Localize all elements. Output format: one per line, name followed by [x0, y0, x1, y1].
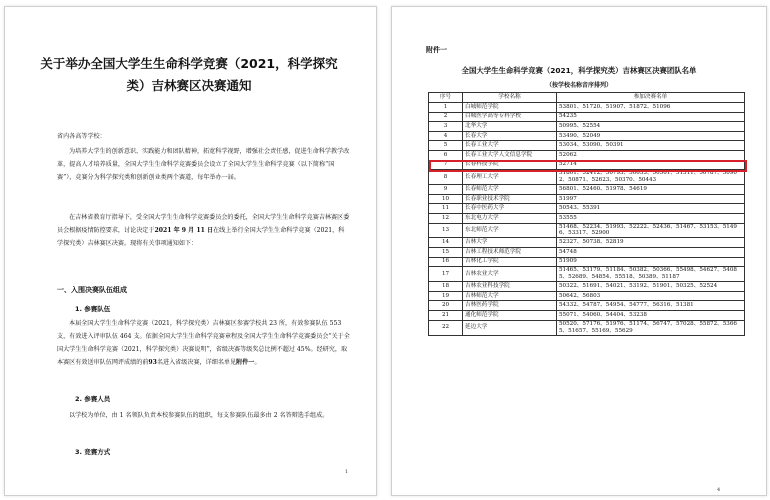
row-index: 9 — [429, 185, 463, 195]
row-index: 3 — [429, 122, 463, 132]
row-school: 长春师范大学 — [463, 185, 557, 195]
row-team-ids: 50995、52554 — [557, 122, 745, 132]
row-school: 东北电力大学 — [463, 213, 557, 223]
row-team-ids: 50520、57176、51976、51174、56747、57028、55872、53665、51657、55169、55629 — [557, 320, 745, 335]
paragraph-decision-a: 在吉林省教育厅指导下，受全国大学生生命科学竞赛委员会的委托，全国大学生生命科学竞赛吉林赛区委员会根据疫情防控要求，讨论决定于 — [57, 214, 350, 234]
row-index: 1 — [429, 103, 463, 113]
row-index: 16 — [429, 257, 463, 267]
row-index: 22 — [429, 320, 463, 335]
row-index: 19 — [429, 291, 463, 301]
table-row — [429, 301, 745, 311]
paragraph-decision-b: 在线上举行全国大学生生命科学竞赛（2021，科学探究类）吉林赛区决赛。现将有关事项通知如下： — [57, 227, 345, 247]
table-row — [429, 213, 745, 223]
document-page-left — [4, 6, 377, 496]
table-row — [429, 131, 745, 141]
notice-title: 关于举办全国大学生生命科学竞赛（2021，科学探究类）吉林赛区决赛通知 — [40, 56, 338, 93]
table-row — [429, 103, 745, 113]
section-heading-1: 一、入围决赛队伍组成 — [57, 286, 127, 294]
table-row — [429, 311, 745, 321]
table-row — [429, 282, 745, 292]
table-row — [429, 170, 745, 185]
row-team-ids: 51997 — [557, 194, 745, 204]
subheading-teams: 1. 参赛队伍 — [75, 305, 111, 313]
row-index: 14 — [429, 238, 463, 248]
row-team-ids: 54332、54787、54954、54777、56316、51381 — [557, 301, 745, 311]
row-school: 吉林农业大学 — [463, 267, 557, 282]
row-team-ids: 53555 — [557, 213, 745, 223]
header-teams: 参加决赛名单 — [557, 93, 745, 103]
header-index: 序号 — [429, 93, 463, 103]
table-row — [429, 122, 745, 132]
table-row — [429, 141, 745, 151]
table-row — [429, 257, 745, 267]
row-team-ids: 51801、52412、50793、50053、50501、51511、50787、50902、50871、52623、50370、50443 — [557, 170, 745, 185]
row-index: 7 — [429, 160, 463, 170]
row-school: 白城师范学院 — [463, 103, 557, 113]
row-school: 吉林化工学院 — [463, 257, 557, 267]
table-body — [429, 103, 745, 336]
row-index: 6 — [429, 150, 463, 160]
table-row — [429, 160, 745, 170]
row-school: 吉林医药学院 — [463, 301, 557, 311]
row-school: 长春科技学院 — [463, 160, 557, 170]
header-school: 学校名称 — [463, 93, 557, 103]
row-team-ids: 50322、51691、54021、53192、51901、50325、52524 — [557, 282, 745, 292]
row-index: 13 — [429, 223, 463, 238]
row-team-ids: 54748 — [557, 248, 745, 258]
paragraph-decision — [57, 211, 350, 250]
row-school: 吉林农业科技学院 — [463, 282, 557, 292]
row-team-ids: 52062 — [557, 150, 745, 160]
final-date: 2021 年 9 月 11 日 — [154, 227, 214, 234]
row-index: 15 — [429, 248, 463, 258]
list-subtitle: （按学校名称音序排列） — [545, 82, 612, 89]
page-number-right: 4 — [717, 487, 721, 493]
row-index: 12 — [429, 213, 463, 223]
row-school: 长春中医药大学 — [463, 204, 557, 214]
table-row — [429, 320, 745, 335]
table-row — [429, 194, 745, 204]
row-school: 北华大学 — [463, 122, 557, 132]
row-school: 长春工业大学 — [463, 141, 557, 151]
row-team-ids: 53490、52049 — [557, 131, 745, 141]
subheading-format: 3. 竞赛方式 — [75, 448, 111, 456]
row-index: 17 — [429, 267, 463, 282]
row-school: 吉林师范大学 — [463, 291, 557, 301]
row-index: 5 — [429, 141, 463, 151]
row-team-ids: 51465、53179、51184、50382、50366、55498、54627、54085、52689、54854、55518、50389、51187 — [557, 267, 745, 282]
paragraph-teams-a: 本届全国大学生生命科学竞赛（2021，科学探究类）吉林赛区参赛学校共 23 所，有效参赛队伍 553 支，有效进入评审队伍 464 支。依据全国大学生生命科学竞赛章程及全国大学生生命科学竞赛委员会“关于全国大学生生命科学竞赛（2021，科学探究类）决赛说明”，省级决赛等级奖总比例不超过 45%。经研究，取本赛区有效送审队伍网评成绩的前 — [57, 320, 350, 366]
row-team-ids: 50642、56803 — [557, 291, 745, 301]
paragraph-teams — [57, 317, 350, 369]
row-index: 20 — [429, 301, 463, 311]
greeting: 省内各高等学校： — [57, 133, 106, 140]
row-index: 4 — [429, 131, 463, 141]
row-team-ids: 54235 — [557, 112, 745, 122]
row-school: 长春大学 — [463, 131, 557, 141]
row-team-ids: 50543、55391 — [557, 204, 745, 214]
page-number: 1 — [345, 469, 349, 475]
table-row — [429, 238, 745, 248]
row-school: 长春职业技术学院 — [463, 194, 557, 204]
row-school: 延边大学 — [463, 320, 557, 335]
finalist-table — [428, 92, 745, 336]
paragraph-intro: 为培养大学生的创新意识、实践能力和团队精神，拓宽科学视野，增强社会责任感，促进生命科学教学改革，提高人才培养质量，全国大学生生命科学竞赛委员会设立了全国大学生生命科学竞赛（以下简称“国赛”），竞赛分为科学探究类和创新创业类两个赛道，每年举办一届。 — [57, 148, 350, 181]
row-school: 白城医学高等专科学校 — [463, 112, 557, 122]
list-title: 全国大学生生命科学竞赛（2021，科学探究类）吉林赛区决赛团队名单 — [461, 66, 697, 75]
attachment-label: 附件一 — [426, 46, 447, 54]
row-team-ids: 53801、51720、51907、51872、51096 — [557, 103, 745, 113]
row-team-ids: 53034、53090、50391 — [557, 141, 745, 151]
row-index: 10 — [429, 194, 463, 204]
row-team-ids: 51909 — [557, 257, 745, 267]
row-index: 2 — [429, 112, 463, 122]
table-row — [429, 112, 745, 122]
row-index: 18 — [429, 282, 463, 292]
row-school: 吉林大学 — [463, 238, 557, 248]
table-row — [429, 291, 745, 301]
paragraph-teams-b: 名进入省级决赛，详细名单见 — [156, 359, 237, 366]
table-row — [429, 248, 745, 258]
paragraph-participants: 以学校为单位，由 1 名领队负责本校参赛队伍的组织，每支参赛队伍最多由 2 名答辩选手组成。 — [69, 412, 329, 419]
row-school: 长春工业大学人文信息学院 — [463, 150, 557, 160]
table-row — [429, 267, 745, 282]
table-row — [429, 204, 745, 214]
table-row — [429, 223, 745, 238]
row-index: 11 — [429, 204, 463, 214]
row-school: 通化师范学院 — [463, 311, 557, 321]
row-team-ids: 56801、52460、51978、54619 — [557, 185, 745, 195]
row-school: 吉林工程技术师范学院 — [463, 248, 557, 258]
row-school: 长春理工大学 — [463, 170, 557, 185]
finalist-count: 93 — [148, 359, 157, 366]
row-team-ids: 52714 — [557, 160, 745, 170]
table-row — [429, 185, 745, 195]
row-team-ids: 52327、50738、52819 — [557, 238, 745, 248]
row-team-ids: 51468、52234、51993、52222、52436、51467、53153、51496、53317、52900 — [557, 223, 745, 238]
document-page-right — [391, 6, 767, 496]
table-header-row — [429, 93, 745, 103]
row-school: 东北师范大学 — [463, 223, 557, 238]
paragraph-teams-c: 。 — [254, 359, 261, 366]
table-row — [429, 150, 745, 160]
row-team-ids: 55071、54060、54404、53238 — [557, 311, 745, 321]
attachment-link[interactable]: 附件一 — [236, 359, 255, 366]
subheading-participants: 2. 参赛人员 — [75, 395, 111, 403]
row-index: 21 — [429, 311, 463, 321]
row-index: 8 — [429, 170, 463, 185]
